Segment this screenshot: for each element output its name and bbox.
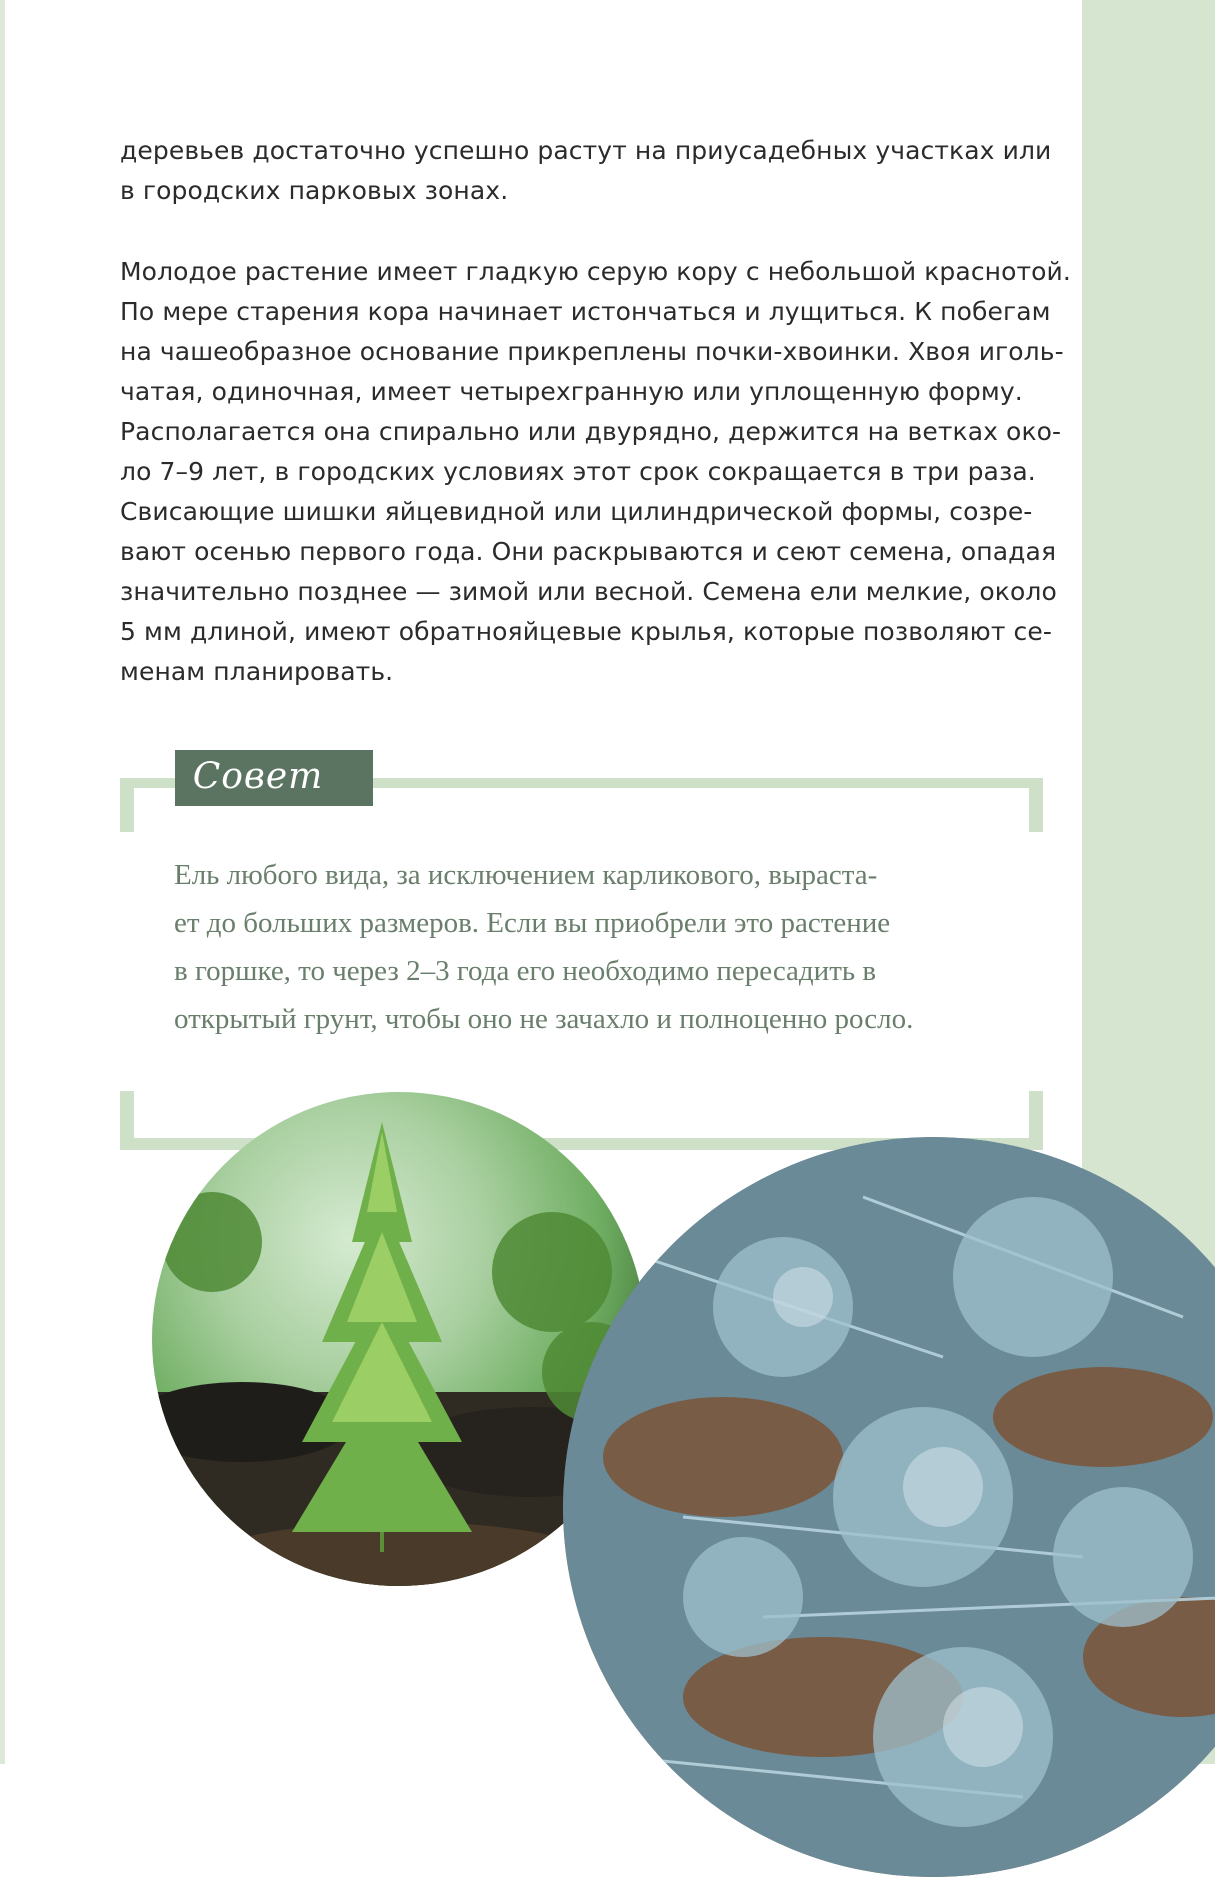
text-line: По мере старения кора начинает истончаться и лущиться. К побегам xyxy=(120,297,1051,326)
tip-frame-corner xyxy=(120,778,134,832)
tip-frame-corner xyxy=(1029,778,1043,832)
text-line: Располагается она спирально или двурядно, держится на ветках око- xyxy=(120,417,1062,446)
left-edge-strip xyxy=(0,0,5,1764)
blue-spruce-photo xyxy=(563,1137,1215,1877)
tip-frame-corner xyxy=(120,1091,134,1150)
tip-line: в горшке, то через 2–3 года его необходимо пересадить в xyxy=(174,955,877,987)
text-line: на чашеобразное основание прикреплены почки-хвоинки. Хвоя иголь- xyxy=(120,337,1064,366)
text-line: значительно позднее — зимой или весной. Семена ели мелкие, около xyxy=(120,577,1057,606)
paragraph-description xyxy=(120,252,1071,692)
tip-line: ет до больших размеров. Если вы приобрели это растение xyxy=(174,907,891,939)
text-line: Свисающие шишки яйцевидной или цилиндрической формы, созре- xyxy=(120,497,1033,526)
tip-line: открытый грунт, чтобы оно не зачахло и полноценно росло. xyxy=(174,1003,914,1035)
text-line: вают осенью первого года. Они раскрываются и сеют семена, опадая xyxy=(120,537,1057,566)
blue-spruce-illustration xyxy=(563,1137,1215,1877)
paragraph-intro xyxy=(120,131,1050,211)
text-line: Молодое растение имеет гладкую серую кору с небольшой краснотой. xyxy=(120,257,1071,286)
text-line: менам планировать. xyxy=(120,657,394,686)
text-line: деревьев достаточно успешно растут на приусадебных участках или xyxy=(120,136,1052,165)
text-line: ло 7–9 лет, в городских условиях этот срок сокращается в три раза. xyxy=(120,457,1036,486)
tip-label-text: Совет xyxy=(192,755,324,797)
tip-text xyxy=(174,851,1034,1043)
text-line: 5 мм длиной, имеют обратнояйцевые крылья, которые позволяют се- xyxy=(120,617,1052,646)
text-line: чатая, одиночная, имеет четырехгранную или уплощенную форму. xyxy=(120,377,1023,406)
text-line: в городских парковых зонах. xyxy=(120,176,509,205)
tip-line: Ель любого вида, за исключением карликового, выраста- xyxy=(174,859,878,891)
tip-label xyxy=(175,750,373,806)
